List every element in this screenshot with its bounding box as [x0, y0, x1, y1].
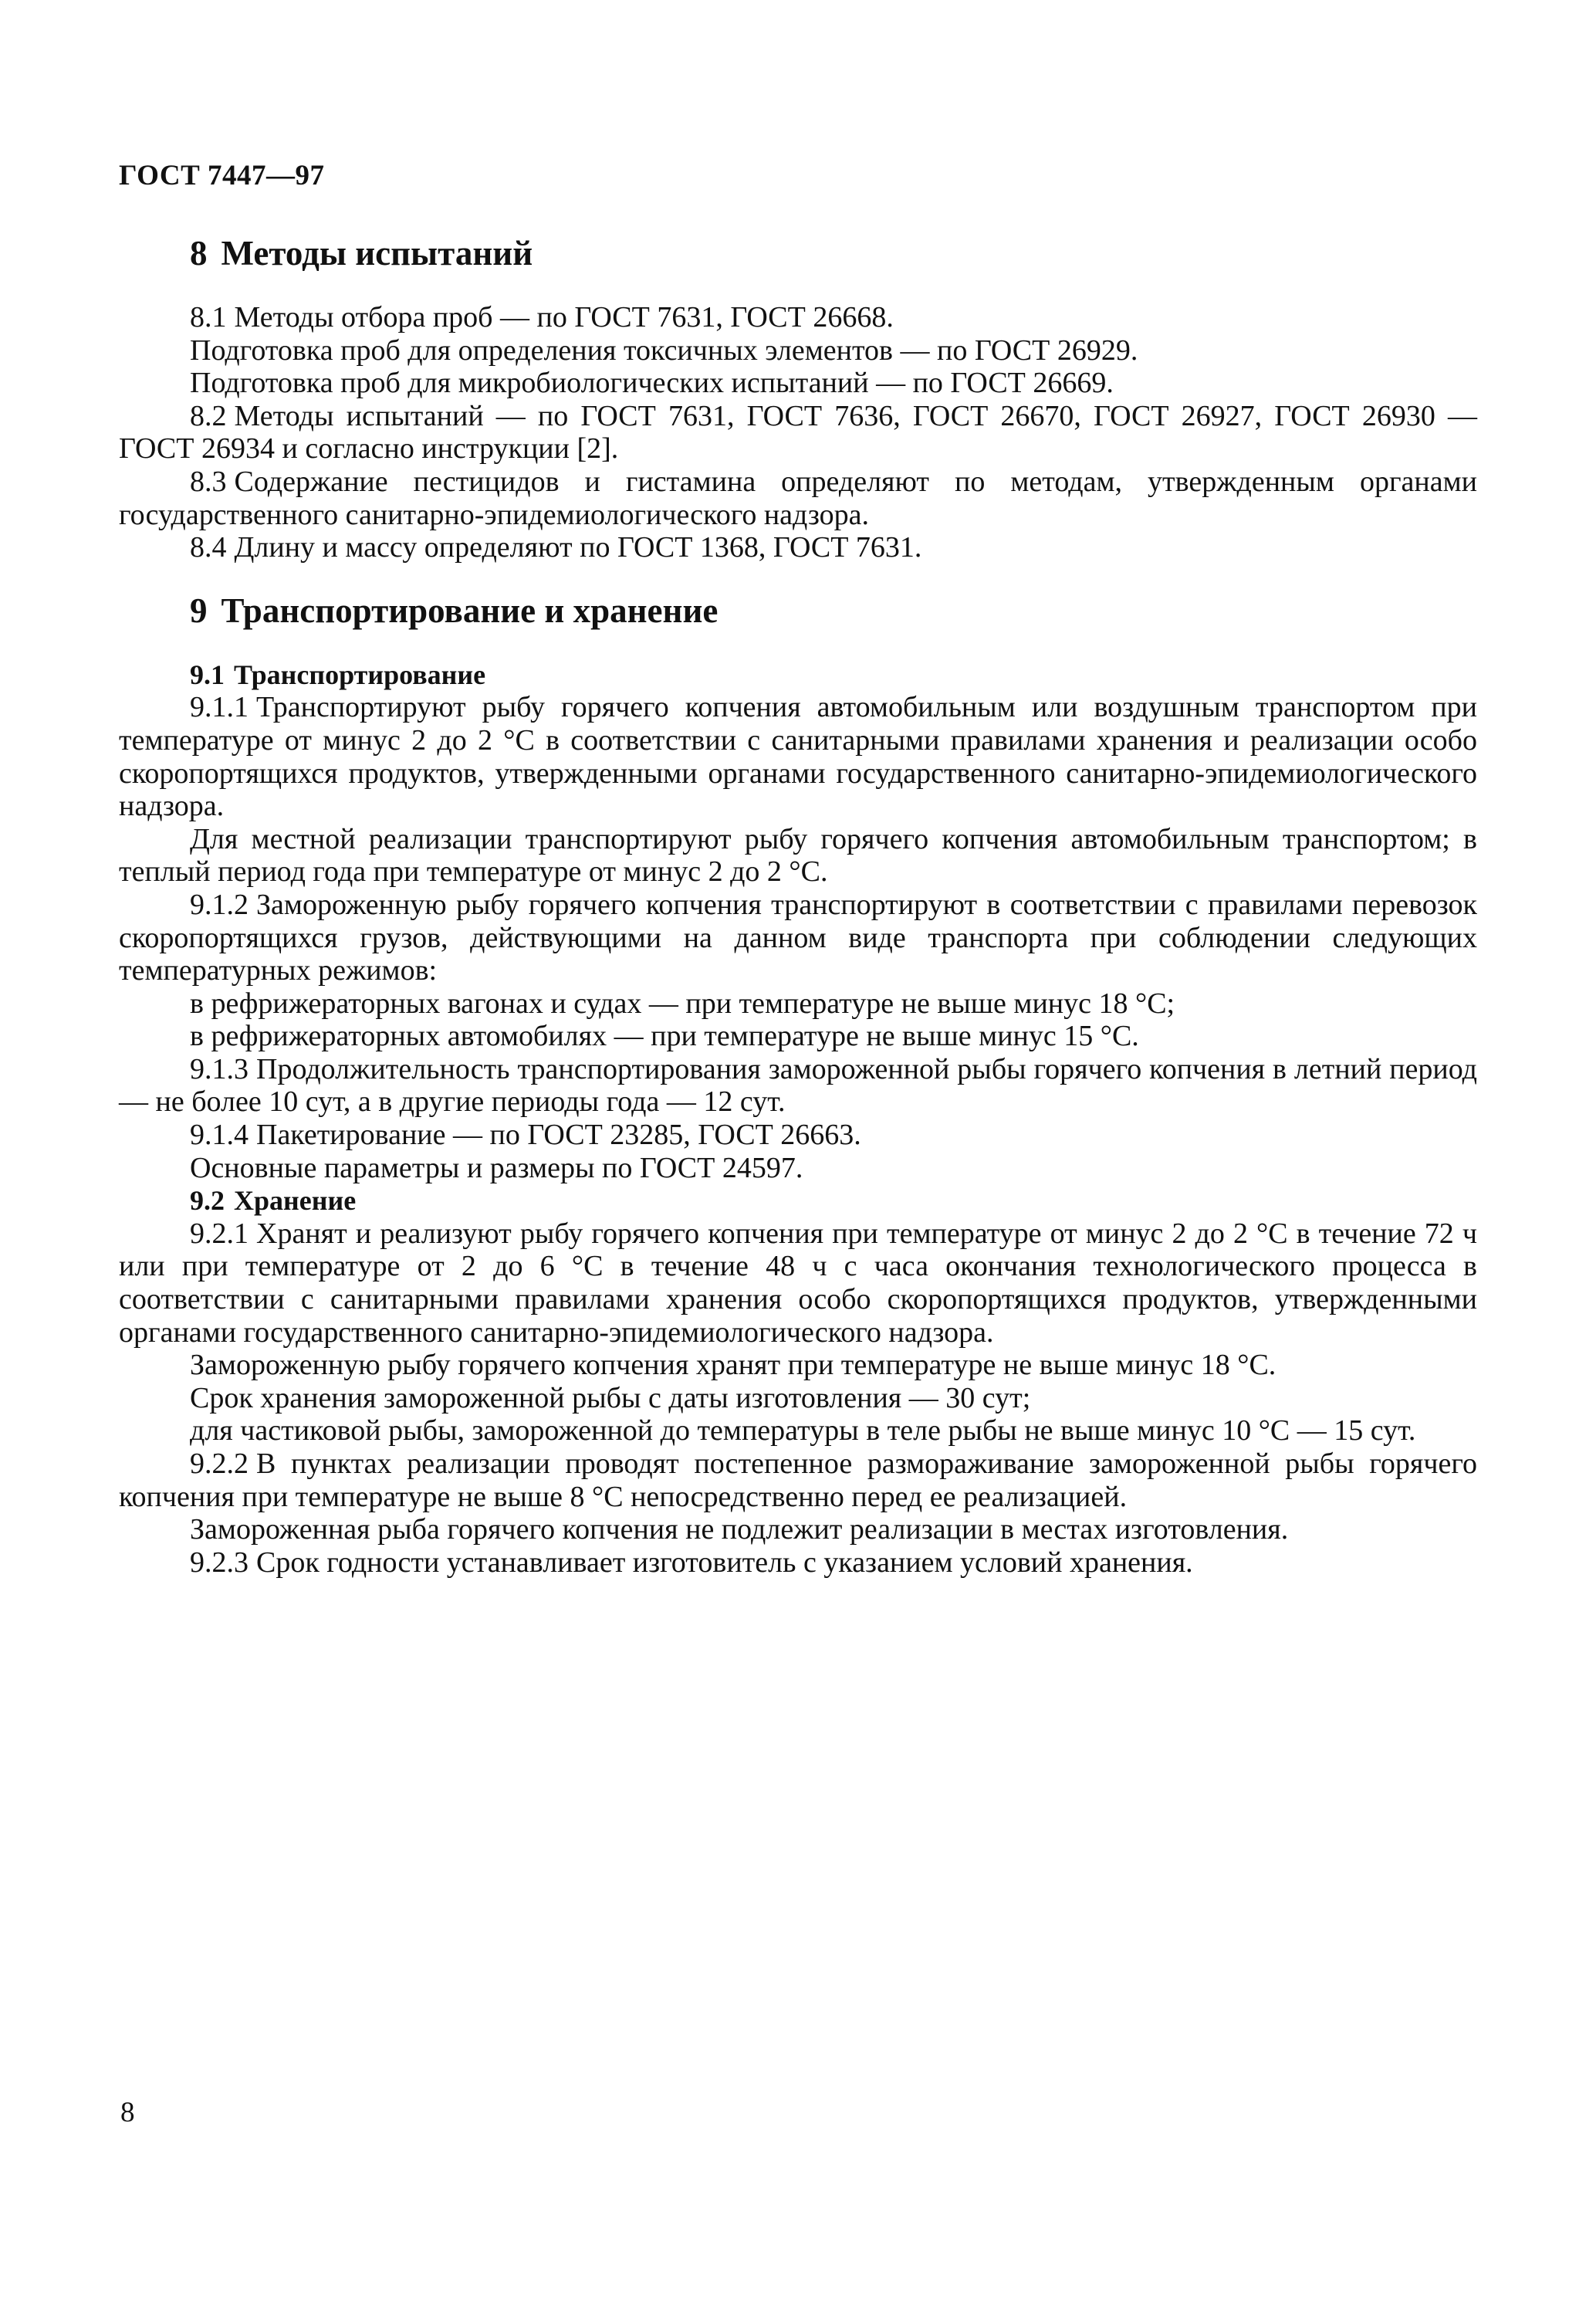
section-number: 9 [190, 591, 208, 630]
clause-text: Продолжительность транспортирования замороженной рыбы горячего копчения в летний период — не более 10 сут, а в другие периоды года — 12 сут. [119, 1052, 1477, 1119]
section-9-heading [119, 589, 1477, 632]
paragraph-text: Для местной реализации транспортируют рыбу горячего копчения автомобильным транспортом; в теплый период года при температуре от минус 2 до 2 °С. [119, 822, 1477, 889]
clause-9-1-1 [119, 691, 1477, 822]
paragraph-text: Замороженную рыбу горячего копчения хранят при температуре не выше минус 18 °С. [190, 1349, 1276, 1382]
clause-9-1-4 [119, 1119, 1477, 1152]
clause-text: Методы испытаний — по ГОСТ 7631, ГОСТ 7636, ГОСТ 26670, ГОСТ 26927, ГОСТ 26930 — ГОСТ 26934 и согласно инструкции [2]. [119, 399, 1477, 466]
subsection-title: Транспортирование [234, 659, 486, 690]
clause-number: 9.1.1 [190, 691, 249, 724]
clause-text: В пунктах реализации проводят постепенное размораживание замороженной рыбы горячего копчения при температуре не выше 8 °С непосредственно перед ее реализацией. [119, 1448, 1477, 1513]
section-8-heading [119, 232, 1477, 275]
section-title: Транспортирование и хранение [221, 591, 719, 630]
clause-9-1-3 [119, 1053, 1477, 1119]
subsection-title: Хранение [234, 1185, 357, 1217]
clause-number: 9.1.4 [190, 1119, 249, 1152]
clause-text: Хранят и реализуют рыбу горячего копчения при температуре от минус 2 до 2 °С в течение 72 ч или при температуре от 2 до 6 °С в течение 48 ч с часа окончания технологического процесса в соответствии с санитарными правилами хранения особо скоропортящихся продуктов, утвержденными органами государственного санитарно-эпидемиологического надзора. [119, 1217, 1477, 1349]
paragraph [119, 823, 1477, 889]
clause-number: 9.1.2 [190, 888, 249, 921]
paragraph [119, 1349, 1477, 1382]
paragraph-text: для частиковой рыбы, замороженной до температуры в теле рыбы не выше минус 10 °С — 15 сут. [190, 1414, 1416, 1448]
paragraph-text: Подготовка проб для определения токсичных элементов — по ГОСТ 26929. [190, 334, 1138, 367]
paragraph [119, 1382, 1477, 1415]
clause-text: Содержание пестицидов и гистамина определяют по методам, утвержденным органами государственного санитарно-эпидемиологического надзора. [119, 465, 1477, 531]
clause-number: 8.1 [190, 301, 227, 334]
clause-number: 9.1.3 [190, 1052, 249, 1085]
subsection-9-1-heading [119, 659, 1477, 692]
clause-9-2-2 [119, 1448, 1477, 1513]
clause-8-3 [119, 466, 1477, 531]
subsection-number: 9.1 [190, 659, 225, 690]
clause-number: 9.2.3 [190, 1546, 249, 1579]
clause-text: Транспортируют рыбу горячего копчения автомобильным или воздушным транспортом при температуре от минус 2 до 2 °С в соответствии с санитарными правилами хранения и реализации особо скоропортящихся продуктов, утвержденными органами государственного санитарно-эпидемиологического надзора. [119, 691, 1477, 823]
paragraph-text: в рефрижераторных вагонах и судах — при температуре не выше минус 18 °С; [190, 987, 1175, 1020]
subsection-number: 9.2 [190, 1185, 225, 1217]
clause-9-2-1 [119, 1217, 1477, 1349]
clause-number: 8.3 [190, 465, 227, 498]
section-title: Методы испытаний [221, 234, 533, 273]
subsection-9-2-heading [119, 1184, 1477, 1217]
paragraph [119, 1414, 1477, 1448]
clause-text: Пакетирование — по ГОСТ 23285, ГОСТ 26663. [256, 1119, 861, 1152]
clause-8-4 [119, 531, 1477, 564]
document-code-header: ГОСТ 7447—97 [119, 160, 325, 191]
clause-text: Срок годности устанавливает изготовитель с указанием условий хранения. [256, 1546, 1193, 1579]
paragraph-text: в рефрижераторных автомобилях — при температуре не выше минус 15 °С. [190, 1020, 1139, 1053]
paragraph [119, 1513, 1477, 1546]
section-number: 8 [190, 234, 208, 273]
paragraph [119, 1152, 1477, 1185]
paragraph [119, 987, 1477, 1021]
clause-9-1-2 [119, 889, 1477, 987]
clause-number: 8.4 [190, 531, 227, 564]
paragraph-text: Замороженная рыба горячего копчения не подлежит реализации в местах изготовления. [190, 1513, 1289, 1546]
paragraph-text: Подготовка проб для микробиологических испытаний — по ГОСТ 26669. [190, 367, 1114, 400]
clause-8-1 [119, 301, 1477, 334]
paragraph [119, 367, 1477, 400]
paragraph [119, 334, 1477, 367]
paragraph-text: Срок хранения замороженной рыбы с даты изготовления — 30 сут; [190, 1381, 1031, 1414]
paragraph-text: Основные параметры и размеры по ГОСТ 24597. [190, 1151, 803, 1184]
paragraph [119, 1020, 1477, 1053]
page-number: 8 [120, 2097, 135, 2128]
clause-text: Замороженную рыбу горячего копчения транспортируют в соответствии с правилами перевозок скоропортящихся грузов, действующими на данном виде транспорта при соблюдении следующих температурных режимов: [119, 888, 1477, 987]
clause-number: 8.2 [190, 399, 227, 432]
page-content [119, 232, 1477, 1579]
clause-text: Методы отбора проб — по ГОСТ 7631, ГОСТ 26668. [234, 301, 894, 334]
clause-8-2 [119, 400, 1477, 466]
clause-text: Длину и массу определяют по ГОСТ 1368, ГОСТ 7631. [234, 531, 922, 564]
clause-number: 9.2.2 [190, 1448, 249, 1480]
clause-number: 9.2.1 [190, 1217, 249, 1250]
clause-9-2-3 [119, 1546, 1477, 1580]
